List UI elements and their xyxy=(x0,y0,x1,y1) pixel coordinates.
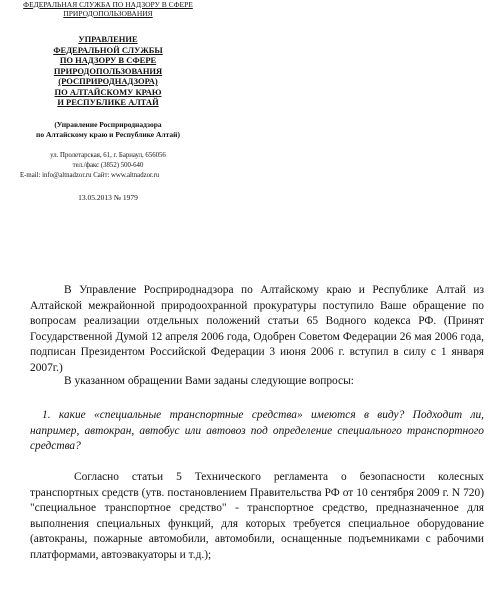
paragraph-answer-1: Согласно статьи 5 Технического регламента о безопасности колесных транспортных средств (утв. постановлением Правительства РФ от 10 сентября 2009 г. N 720) "специальное транспортное средство" - транспортное средство, предназначенное для выполнения специальных функций, для которых требуется специальное оборудование (автокраны, пожарные автомобили, автомобили, оснащенные подъемниками с рабочими платформами, автоэвакуаторы и т.д.); xyxy=(30,471,484,561)
paragraph-intro: В Управление Росприроднадзора по Алтайскому краю и Республике Алтай из Алтайской межрайонной природоохранной прокуратуры поступило Ваше обращение по вопросам реализации отдельных положений статьи 65 Водного кодекса РФ. (Принят Государственной Думой 12 апреля 2006 года, Одобрен Советом Федерации 26 мая 2006 года, подписан Президентом Российской Федерации 3 июня 2006 г. вступил в силу с 1 января 2007г.) xyxy=(30,284,484,374)
letterhead xyxy=(18,0,198,202)
paragraph-questions-intro: В указанном обращении Вами заданы следующие вопросы: xyxy=(64,375,354,387)
title-line: ПО НАДЗОРУ В СФЕРЕ xyxy=(59,55,157,65)
title-line: ПО АЛТАЙСКОМУ КРАЮ xyxy=(54,86,162,97)
phone: тел./факс (3852) 500-640 xyxy=(72,161,144,169)
title-line: И РЕСПУБЛИКЕ АЛТАЙ xyxy=(57,97,159,107)
department-short-name: (Управление Росприроднадзора по Алтайскому краю и Республике Алтай) xyxy=(36,119,180,139)
address: ул. Пролетарская, 61, г. Барнаул, 656056 xyxy=(50,151,166,159)
title-line: УПРАВЛЕНИЕ xyxy=(78,34,138,44)
date-number: 13.05.2013 № 1979 xyxy=(78,192,138,202)
email-site: E-mail: info@altnadzor.ru Сайт: www.altnadzor.ru xyxy=(20,171,160,179)
agency-top-line: ФЕДЕРАЛЬНАЯ СЛУЖБА ПО НАДЗОРУ В СФЕРЕ ПРИРОДОПОЛЬЗОВАНИЯ xyxy=(23,0,193,18)
question-1: 1. какие «специальные транспортные средства» имеются в виду? Подходит ли, например, автокран, автобус или автовоз под определение специального транспортного средства? xyxy=(30,409,484,453)
title-line: ПРИРОДОПОЛЬЗОВАНИЯ xyxy=(53,65,163,76)
title-line: ФЕДЕРАЛЬНОЙ СЛУЖБЫ xyxy=(53,44,163,55)
department-title xyxy=(18,34,198,108)
title-line: (РОСПРИРОДНАДЗОРА) xyxy=(58,76,158,86)
contact-block xyxy=(18,151,198,181)
